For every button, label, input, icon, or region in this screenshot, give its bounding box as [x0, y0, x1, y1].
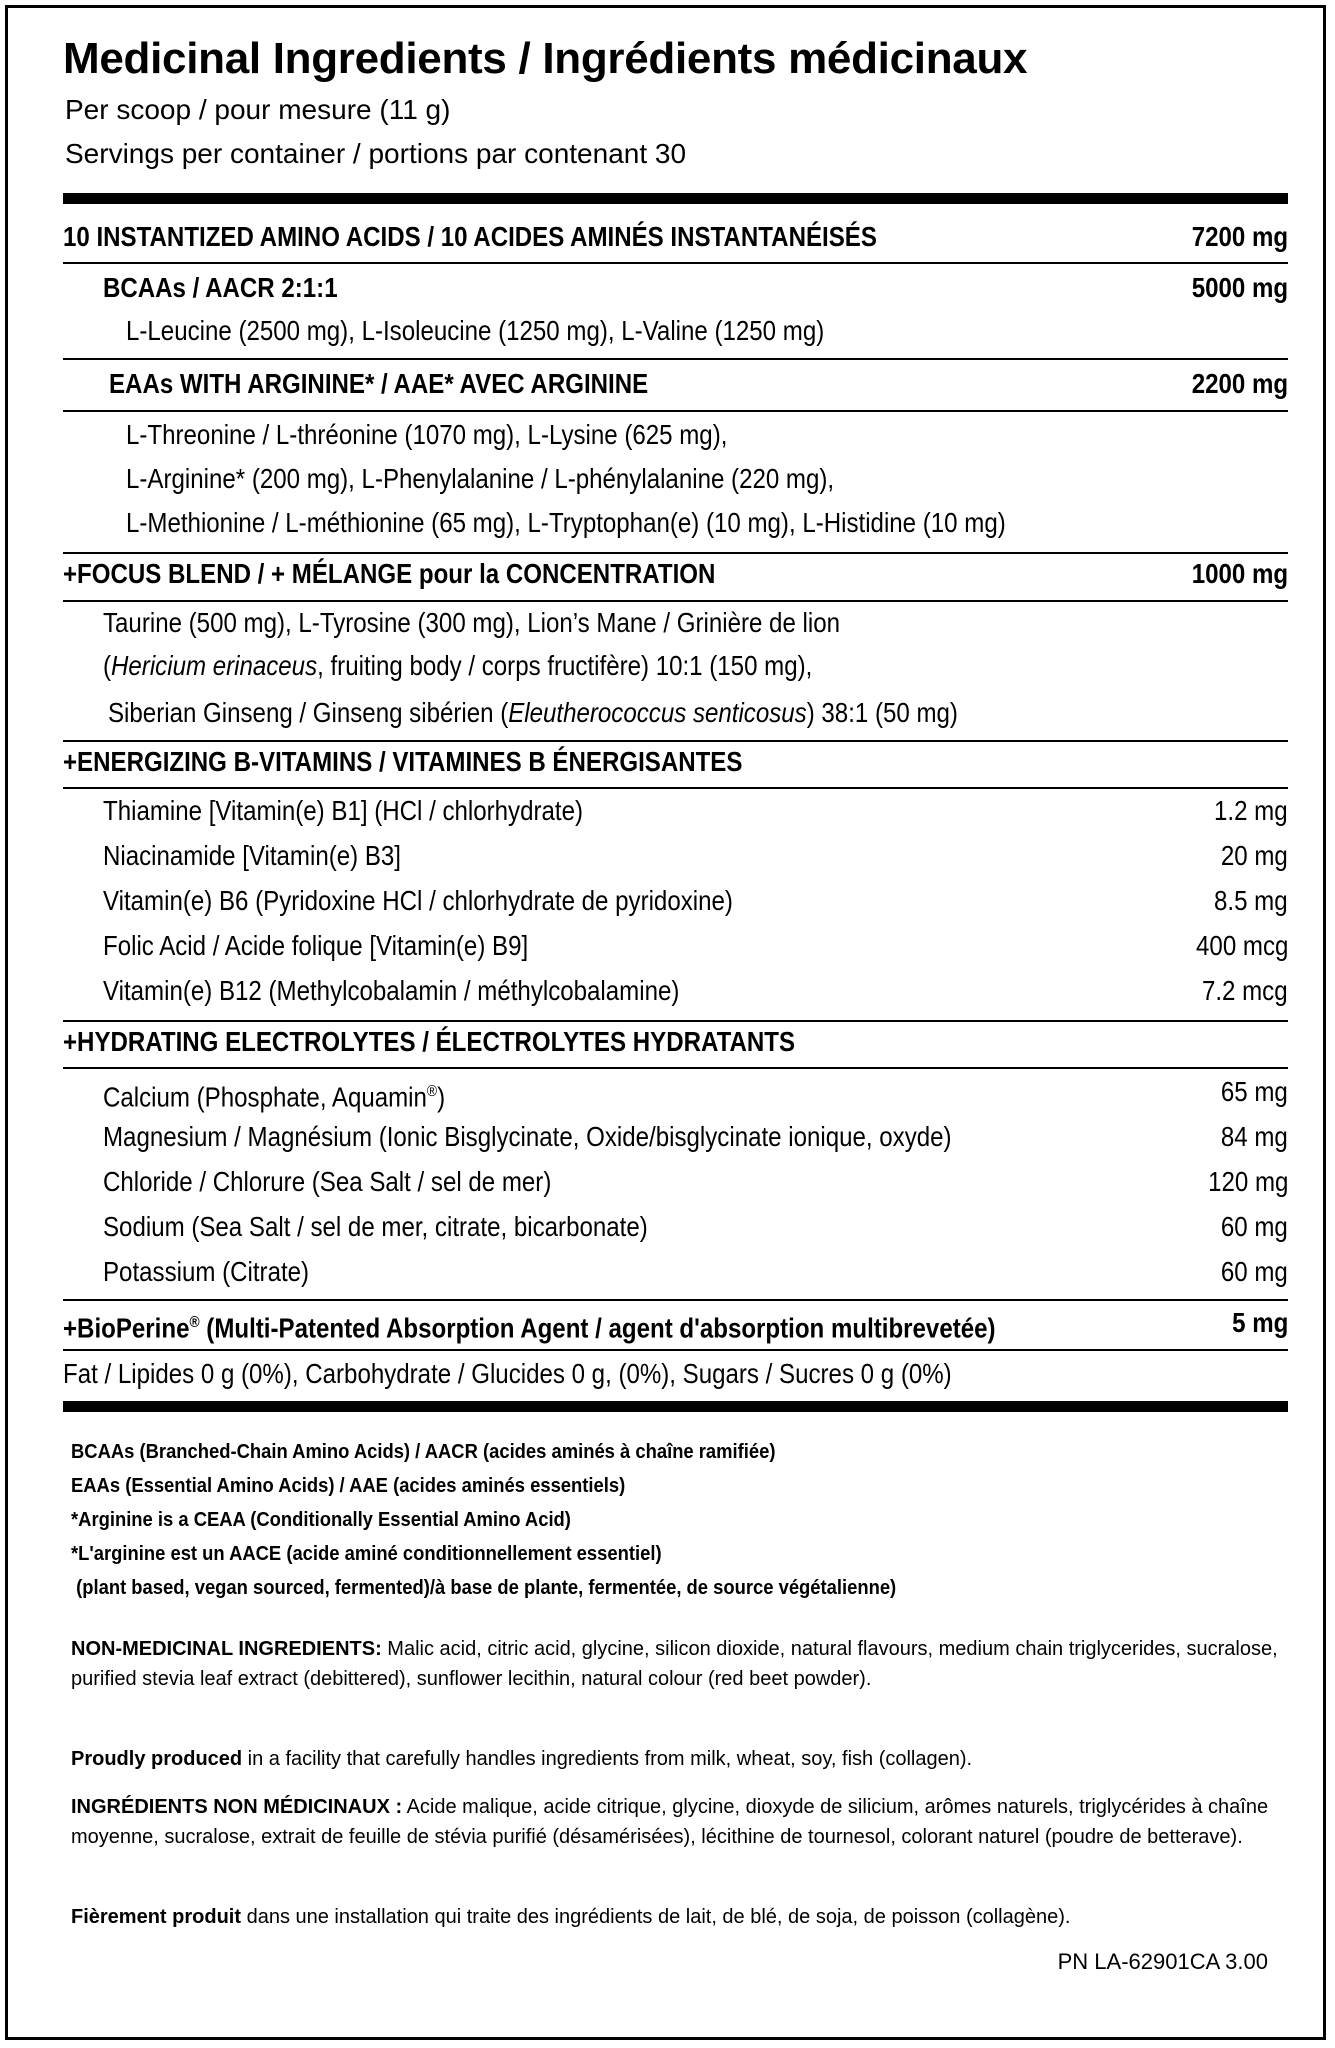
vitamin-name: Folic Acid / Acide folique [Vitamin(e) B9] — [103, 930, 529, 961]
hericium-species: Hericium erinaceus — [111, 650, 318, 681]
allergen-statement: Proudly produced in a facility that carefully handles ingredients from milk, wheat, soy, fish (collagen). — [71, 1748, 973, 1770]
electrolyte-name: Sodium (Sea Salt / sel de mer, citrate, bicarbonate) — [103, 1211, 648, 1242]
label-panel — [5, 5, 1326, 2040]
focus-line-1: Taurine (500 mg), L-Tyrosine (300 mg), Lion’s Mane / Grinière de lion — [103, 607, 841, 638]
focus-line-3: Siberian Ginseng / Ginseng sibérien (Eleutherococcus senticosus) 38:1 (50 mg) — [108, 697, 958, 728]
footnote: EAAs (Essential Amino Acids) / AAE (acides aminés essentiels) — [71, 1475, 626, 1497]
bioperine-amount: 5 mg — [1231, 1307, 1288, 1338]
electrolyte-row — [63, 1161, 1288, 1203]
electrolyte-row — [63, 1071, 1288, 1113]
focus-blend-label: +FOCUS BLEND / + MÉLANGE pour la CONCENTRATION — [63, 558, 716, 589]
serving-size: Per scoop / pour mesure (11 g) — [65, 94, 451, 125]
bcaa-amount: 5000 mg — [1191, 272, 1288, 303]
electrolyte-amount: 60 mg — [1221, 1256, 1288, 1287]
non-medicinal-ingredients: NON-MEDICINAL INGREDIENTS: Malic acid, citric acid, glycine, silicon dioxide, natural flavours, medium chain triglycerides, sucralose, purified stevia leaf extract (debittered), sunflower lecithin, natural colour (red beet powder). — [71, 1638, 1278, 1690]
bcaa-row — [63, 267, 1288, 309]
vitamin-amount: 20 mg — [1221, 840, 1288, 871]
vitamin-name: Niacinamide [Vitamin(e) B3] — [103, 840, 402, 871]
vitamin-name: Thiamine [Vitamin(e) B1] (HCl / chlorhydrate) — [103, 795, 583, 826]
divider — [63, 787, 1288, 789]
eaa-amount: 2200 mg — [1191, 368, 1288, 399]
divider — [63, 262, 1288, 264]
footnote: *Arginine is a CEAA (Conditionally Essential Amino Acid) — [71, 1509, 571, 1531]
allergen-statement-fr: Fièrement produit dans une installation qui traite des ingrédients de lait, de blé, de soja, de poisson (collagène). — [71, 1906, 1071, 1928]
non-medicinal-ingredients-fr: INGRÉDIENTS NON MÉDICINAUX : Acide malique, acide citrique, glycine, dioxyde de silicium, arômes naturels, triglycérides à chaîne moyenne, sucralose, extrait de feuille de stévia purifié (désamérisées), lécithine de tournesol, colorant naturel (poudre de betterave). — [71, 1796, 1269, 1848]
bottom-thick-rule — [63, 1401, 1288, 1412]
vitamin-name: Vitamin(e) B6 (Pyridoxine HCl / chlorhydrate de pyridoxine) — [103, 885, 733, 916]
macros-line: Fat / Lipides 0 g (0%), Carbohydrate / Glucides 0 g, (0%), Sugars / Sucres 0 g (0%) — [63, 1358, 952, 1389]
electrolytes-label: +HYDRATING ELECTROLYTES / ÉLECTROLYTES HYDRATANTS — [63, 1026, 796, 1057]
eaa-row — [63, 363, 1288, 405]
electrolytes-header — [63, 1021, 1288, 1063]
electrolyte-amount: 84 mg — [1221, 1121, 1288, 1152]
b-vitamins-header — [63, 741, 1288, 783]
eleutherococcus-species: Eleutherococcus senticosus — [508, 697, 807, 728]
part-number: PN LA-62901CA 3.00 — [1057, 1949, 1268, 1974]
amino-acids-label: 10 INSTANTIZED AMINO ACIDS / 10 ACIDES AMINÉS INSTANTANÉISÉS — [63, 221, 877, 252]
vitamin-amount: 7.2 mcg — [1202, 975, 1288, 1006]
divider — [63, 1349, 1288, 1351]
footnote: (plant based, vegan sourced, fermented)/à base de plante, fermentée, de source végétalienne) — [71, 1577, 897, 1599]
electrolyte-amount: 65 mg — [1221, 1076, 1288, 1107]
vitamin-amount: 8.5 mg — [1214, 885, 1288, 916]
vitamin-row — [63, 970, 1288, 1012]
registered-mark: ® — [189, 1314, 200, 1331]
eaa-detail-1: L-Threonine / L-thréonine (1070 mg), L-Lysine (625 mg), — [126, 419, 728, 450]
electrolyte-row — [63, 1206, 1288, 1248]
divider — [63, 410, 1288, 412]
electrolyte-name: Calcium (Phosphate, Aquamin®) — [103, 1081, 446, 1113]
electrolyte-row — [63, 1116, 1288, 1158]
eaa-detail-2: L-Arginine* (200 mg), L-Phenylalanine / L-phénylalanine (220 mg), — [126, 463, 835, 494]
electrolyte-name: Potassium (Citrate) — [103, 1256, 310, 1287]
vitamin-row — [63, 925, 1288, 967]
divider — [63, 358, 1288, 360]
bcaa-detail: L-Leucine (2500 mg), L-Isoleucine (1250 mg), L-Valine (1250 mg) — [126, 315, 825, 346]
focus-blend-row — [63, 553, 1288, 595]
footnote: *L'arginine est un AACE (acide aminé conditionnellement essentiel) — [71, 1543, 662, 1565]
vitamin-row — [63, 790, 1288, 832]
footnote: BCAAs (Branched-Chain Amino Acids) / AACR (acides aminés à chaîne ramifiée) — [71, 1441, 776, 1463]
eaa-detail-3: L-Methionine / L-méthionine (65 mg), L-Tryptophan(e) (10 mg), L-Histidine (10 mg) — [126, 507, 1006, 538]
registered-mark: ® — [426, 1083, 438, 1100]
vitamin-row — [63, 835, 1288, 877]
eaa-label: EAAs WITH ARGININE* / AAE* AVEC ARGININE — [109, 368, 649, 399]
vitamin-amount: 1.2 mg — [1214, 795, 1288, 826]
vitamin-name: Vitamin(e) B12 (Methylcobalamin / méthylcobalamine) — [103, 975, 680, 1006]
electrolyte-amount: 120 mg — [1207, 1166, 1288, 1197]
top-thick-rule — [63, 193, 1288, 204]
bioperine-label: +BioPerine® (Multi-Patented Absorption Agent / agent d'absorption multibrevetée) — [63, 1312, 996, 1344]
electrolyte-name: Magnesium / Magnésium (Ionic Bisglycinate, Oxide/bisglycinate ionique, oxyde) — [103, 1121, 952, 1152]
bioperine-row — [63, 1302, 1288, 1344]
divider — [63, 1067, 1288, 1069]
electrolyte-amount: 60 mg — [1221, 1211, 1288, 1242]
vitamin-amount: 400 mcg — [1195, 930, 1288, 961]
electrolyte-name: Chloride / Chlorure (Sea Salt / sel de mer) — [103, 1166, 552, 1197]
vitamin-row — [63, 880, 1288, 922]
electrolyte-row — [63, 1251, 1288, 1293]
bcaa-label: BCAAs / AACR 2:1:1 — [103, 272, 338, 303]
amino-acids-amount: 7200 mg — [1191, 221, 1288, 252]
divider — [63, 1299, 1288, 1301]
b-vitamins-label: +ENERGIZING B-VITAMINS / VITAMINES B ÉNERGISANTES — [63, 746, 743, 777]
page-title: Medicinal Ingredients / Ingrédients médicinaux — [63, 34, 1028, 83]
servings-per-container: Servings per container / portions par contenant 30 — [65, 138, 687, 169]
amino-acids-row — [63, 216, 1288, 258]
focus-line-2: (Hericium erinaceus, fruiting body / corps fructifère) 10:1 (150 mg), — [103, 650, 813, 681]
focus-blend-amount: 1000 mg — [1191, 558, 1288, 589]
